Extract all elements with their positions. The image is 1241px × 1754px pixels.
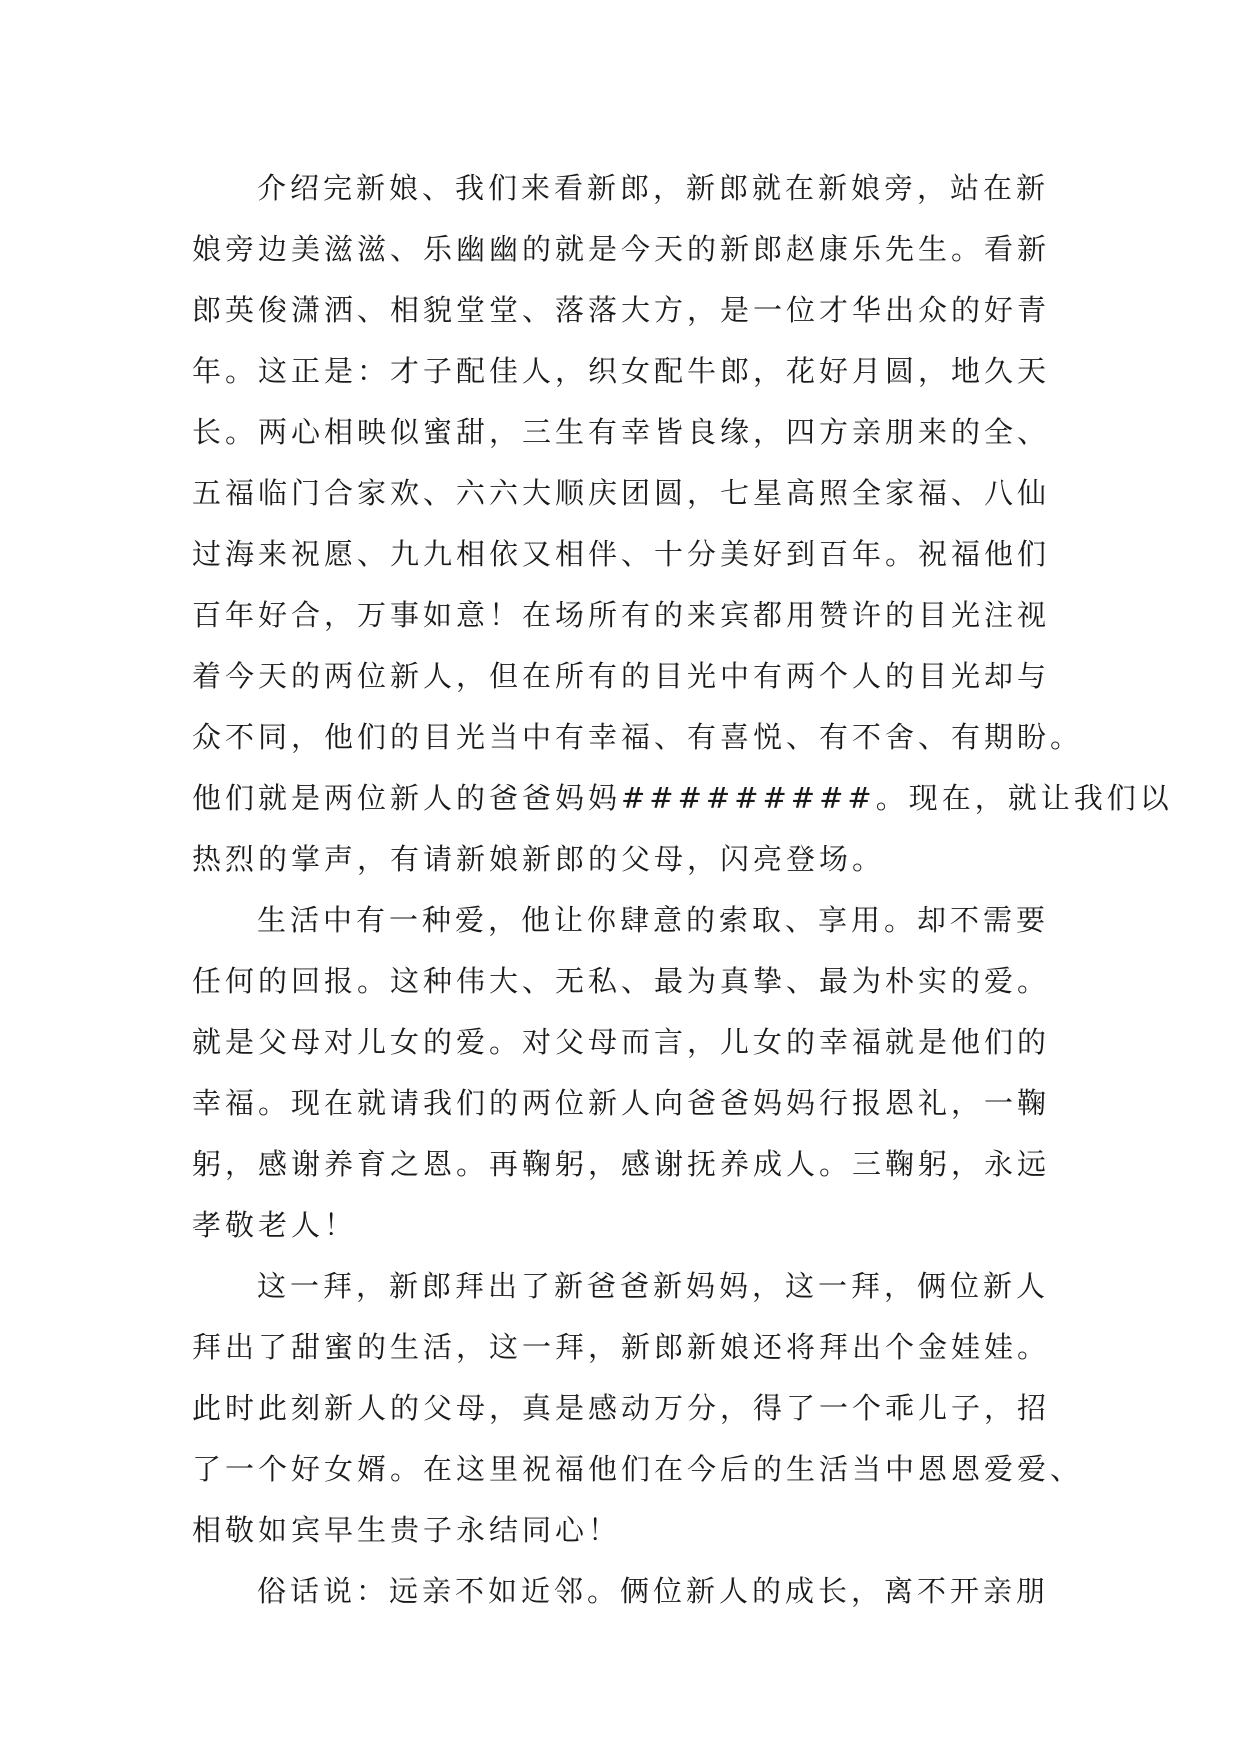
paragraph-line: 此时此刻新人的父母，真是感动万分，得了一个乖儿子，招 [192,1391,1051,1425]
paragraph-line: 过海来祝愿、九九相依又相伴、十分美好到百年。祝福他们 [192,537,1051,571]
paragraph-line: 长。两心相映似蜜甜，三生有幸皆良缘，四方亲朋来的全、 [192,415,1051,449]
paragraph-line: 热烈的掌声，有请新娘新郎的父母，闪亮登场。 [192,842,886,876]
paragraph-line: 这一拜，新郎拜出了新爸爸新妈妈，这一拜，俩位新人 [257,1269,1050,1303]
document-body [192,158,1173,1622]
paragraph-line: 他们就是两位新人的爸爸妈妈#########。现在，就让我们以 [192,781,1173,815]
paragraph-line: 相敬如宾早生贵子永结同心！ [192,1513,622,1547]
paragraph-line: 介绍完新娘、我们来看新郎，新郎就在新娘旁，站在新 [257,171,1050,205]
paragraph-line: 了一个好女婿。在这里祝福他们在今后的生活当中恩恩爱爱、 [192,1452,1084,1486]
paragraph-line: 众不同，他们的目光当中有幸福、有喜悦、有不舍、有期盼。 [192,720,1084,754]
paragraph-4 [192,1561,1052,1622]
paragraph-line: 任何的回报。这种伟大、无私、最为真挚、最为朴实的爱。 [192,964,1051,998]
paragraph-line: 俗话说：远亲不如近邻。俩位新人的成长，离不开亲朋 [257,1574,1050,1608]
paragraph-line: 拜出了甜蜜的生活，这一拜，新郎新娘还将拜出个金娃娃。 [192,1330,1051,1364]
paragraph-line: 幸福。现在就请我们的两位新人向爸爸妈妈行报恩礼，一鞠 [192,1086,1051,1120]
paragraph-1 [192,158,1173,890]
paragraph-line: 就是父母对儿女的爱。对父母而言，儿女的幸福就是他们的 [192,1025,1051,1059]
paragraph-line: 百年好合，万事如意！在场所有的来宾都用赞许的目光注视 [192,598,1051,632]
paragraph-3 [192,1256,1084,1561]
paragraph-2 [192,890,1052,1256]
paragraph-line: 孝敬老人！ [192,1208,358,1242]
paragraph-line: 五福临门合家欢、六六大顺庆团圆，七星高照全家福、八仙 [192,476,1051,510]
paragraph-line: 躬，感谢养育之恩。再鞠躬，感谢抚养成人。三鞠躬，永远 [192,1147,1051,1181]
paragraph-line: 生活中有一种爱，他让你肆意的索取、享用。却不需要 [257,903,1050,937]
paragraph-line: 着今天的两位新人，但在所有的目光中有两个人的目光却与 [192,659,1051,693]
paragraph-line: 娘旁边美滋滋、乐幽幽的就是今天的新郎赵康乐先生。看新 [192,232,1051,266]
paragraph-line: 郎英俊潇洒、相貌堂堂、落落大方，是一位才华出众的好青 [192,293,1051,327]
paragraph-line: 年。这正是：才子配佳人，织女配牛郎，花好月圆，地久天 [192,354,1051,388]
